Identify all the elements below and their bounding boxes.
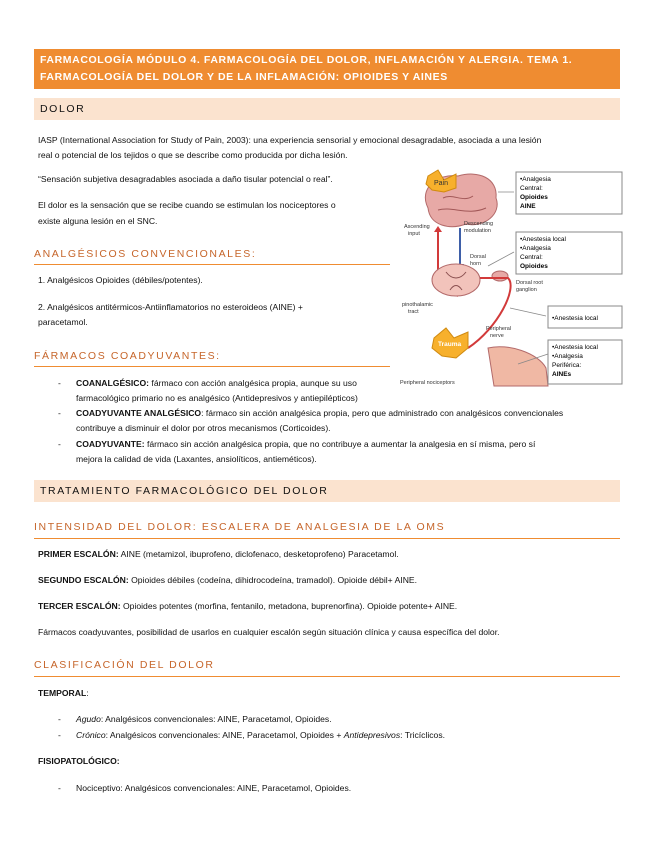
box1-line-2: Central: bbox=[520, 185, 543, 192]
label-modulation: modulation bbox=[464, 228, 491, 234]
clasificacion-underline bbox=[34, 676, 620, 677]
intensidad-heading: INTENSIDAD DEL DOLOR: ESCALERA DE ANALGESIA DE LA OMS bbox=[34, 521, 446, 533]
bullet-dash: - bbox=[58, 730, 61, 740]
box3-line-1: •Anestesia local bbox=[552, 315, 598, 322]
label-pain: Pain bbox=[434, 180, 449, 187]
box2-line-1: •Anestesia local bbox=[520, 236, 566, 243]
section-dolor-heading: DOLOR bbox=[34, 98, 620, 120]
box4-line-3: Periférica: bbox=[552, 362, 582, 369]
intensidad-underline bbox=[34, 538, 620, 539]
coadyuvante-item-1-line-2: farmacológico primario no es analgésico (Antidepresivos y antiepilépticos) bbox=[76, 393, 358, 403]
dolor-text-line-2: existe alguna lesión en el SNC. bbox=[38, 216, 158, 226]
label-descending: Descending bbox=[464, 221, 494, 227]
label-dorsal: Dorsal bbox=[470, 254, 486, 260]
label-ganglion: ganglion bbox=[516, 287, 537, 293]
analgesicos-underline bbox=[34, 264, 390, 265]
box2-line-4: Opioides bbox=[520, 263, 548, 270]
label-input: input bbox=[408, 231, 420, 237]
label-horn: horn bbox=[470, 261, 482, 267]
farmacos-coadyuvantes-note: Fármacos coadyuvantes, posibilidad de usarlos en cualquier escalón según situación clínica y causa específica del dolor. bbox=[38, 627, 500, 637]
coadyuvantes-heading: FÁRMACOS COADYUVANTES: bbox=[34, 350, 221, 362]
coadyuvante-item-3-line-1: COADYUVANTE: fármaco sin acción analgésica propia, que no contribuye a aumentar la analgesia en sí misma, pero sí bbox=[76, 439, 536, 449]
dolor-definition-line-2: real o potencial de los tejidos o que se describe como producida por dicha lesión. bbox=[38, 150, 348, 160]
fisiopatologico-label: FISIOPATOLÓGICO: bbox=[38, 756, 120, 766]
analgesicos-heading: ANALGÉSICOS CONVENCIONALES: bbox=[34, 248, 257, 260]
bullet-dash: - bbox=[58, 378, 61, 388]
annotation-box-3 bbox=[548, 306, 622, 328]
dorsal-root-ganglion bbox=[492, 271, 508, 281]
temporal-cronico: Crónico: Analgésicos convencionales: AINE, Paracetamol, Opioides + Antidepresivos: Tricíclicos. bbox=[76, 730, 446, 740]
pain-pathway-figure bbox=[398, 168, 624, 390]
bullet-dash: - bbox=[58, 714, 61, 724]
box1-line-1: •Analgesia bbox=[520, 176, 551, 183]
coadyuvantes-underline bbox=[34, 366, 390, 367]
label-tract: tract bbox=[408, 309, 419, 315]
temporal-label: TEMPORAL: bbox=[38, 688, 89, 698]
box2-line-2: •Analgesia bbox=[520, 245, 551, 252]
annotation-box-4 bbox=[548, 340, 622, 384]
label-ascending: Ascending bbox=[404, 224, 430, 230]
title-line-1: FARMACOLOGÍA MÓDULO 4. FARMACOLOGÍA DEL DOLOR, INFLAMACIÓN Y ALERGIA. TEMA 1. bbox=[40, 54, 573, 66]
box4-line-4: AINEs bbox=[552, 371, 572, 378]
box1-line-3: Opioides bbox=[520, 194, 548, 201]
coadyuvante-item-2-line-2: contribuye a disminuir el dolor por otros mecanismos (Corticoides). bbox=[76, 423, 331, 433]
fisiopatologico-nociceptivo: Nociceptivo: Analgésicos convencionales: AINE, Paracetamol, Opioides. bbox=[76, 783, 352, 793]
bullet-dash: - bbox=[58, 408, 61, 418]
segundo-escalon: SEGUNDO ESCALÓN: Opioides débiles (codeína, dihidrocodeína, tramadol). Opioide débil+ AINE. bbox=[38, 575, 418, 585]
section-tratamiento-heading: TRATAMIENTO FARMACOLÓGICO DEL DOLOR bbox=[34, 480, 620, 502]
document-title-banner bbox=[34, 49, 620, 89]
label-trauma: Trauma bbox=[438, 341, 462, 348]
bullet-dash: - bbox=[58, 439, 61, 449]
box2-line-3: Central: bbox=[520, 254, 543, 261]
clasificacion-heading: CLASIFICACIÓN DEL DOLOR bbox=[34, 659, 215, 671]
annotation-box-1 bbox=[516, 172, 622, 214]
label-spinothalamic: pinothalamic bbox=[402, 302, 433, 308]
primer-escalon: PRIMER ESCALÓN: AINE (metamizol, ibuprofeno, diclofenaco, desketoprofeno) Paracetamol. bbox=[38, 549, 399, 559]
coadyuvante-item-2-line-1: COADYUVANTE ANALGÉSICO: fármaco sin acción analgésica propia, pero que administrado con analgésicos convencionales bbox=[76, 408, 564, 418]
analgesicos-item-1: 1. Analgésicos Opioides (débiles/potentes). bbox=[38, 275, 203, 285]
analgesicos-item-2-line-2: paracetamol. bbox=[38, 317, 88, 327]
analgesicos-item-2-line-1: 2. Analgésicos antitérmicos-Antiinflamatorios no esteroideos (AINE) + bbox=[38, 302, 303, 312]
dolor-quote: “Sensación subjetiva desagradables asociada a daño tisular potencial o real”. bbox=[38, 174, 333, 184]
temporal-agudo: Agudo: Analgésicos convencionales: AINE, Paracetamol, Opioides. bbox=[76, 714, 332, 724]
annotation-box-2 bbox=[516, 232, 622, 274]
bullet-dash: - bbox=[58, 783, 61, 793]
dolor-text-line-1: El dolor es la sensación que se recibe cuando se estimulan los nociceptores o bbox=[38, 200, 336, 210]
title-line-2: FARMACOLOGÍA DEL DOLOR Y DE LA INFLAMACIÓN: OPIOIDES Y AINES bbox=[40, 71, 448, 83]
label-peripheral: Peripheral bbox=[486, 326, 512, 332]
box1-line-4: AINE bbox=[520, 203, 536, 210]
label-nociceptors: Peripheral nociceptors bbox=[400, 380, 455, 386]
box4-line-2: •Analgesia bbox=[552, 353, 583, 360]
ascending-arrow-icon bbox=[434, 226, 442, 232]
box4-line-1: •Anestesia local bbox=[552, 344, 598, 351]
dolor-definition-line-1: IASP (International Association for Study of Pain, 2003): una experiencia sensorial y emocional desagradable, asociada a una lesión bbox=[38, 135, 542, 145]
label-nerve: nerve bbox=[490, 333, 504, 339]
limb-tissue bbox=[488, 347, 548, 386]
spinal-cord bbox=[432, 264, 480, 296]
coadyuvante-item-1-line-1: COANALGÉSICO: fármaco con acción analgésica propia, aunque su uso bbox=[76, 378, 357, 388]
label-dorsal-root: Dorsal root bbox=[516, 280, 543, 286]
tercer-escalon: TERCER ESCALÓN: Opioides potentes (morfina, fentanilo, metadona, buprenorfina). Opioide potente+ AINE. bbox=[38, 601, 458, 611]
coadyuvante-item-3-line-2: mejora la calidad de vida (Laxantes, ansiolíticos, antieméticos). bbox=[76, 454, 317, 464]
